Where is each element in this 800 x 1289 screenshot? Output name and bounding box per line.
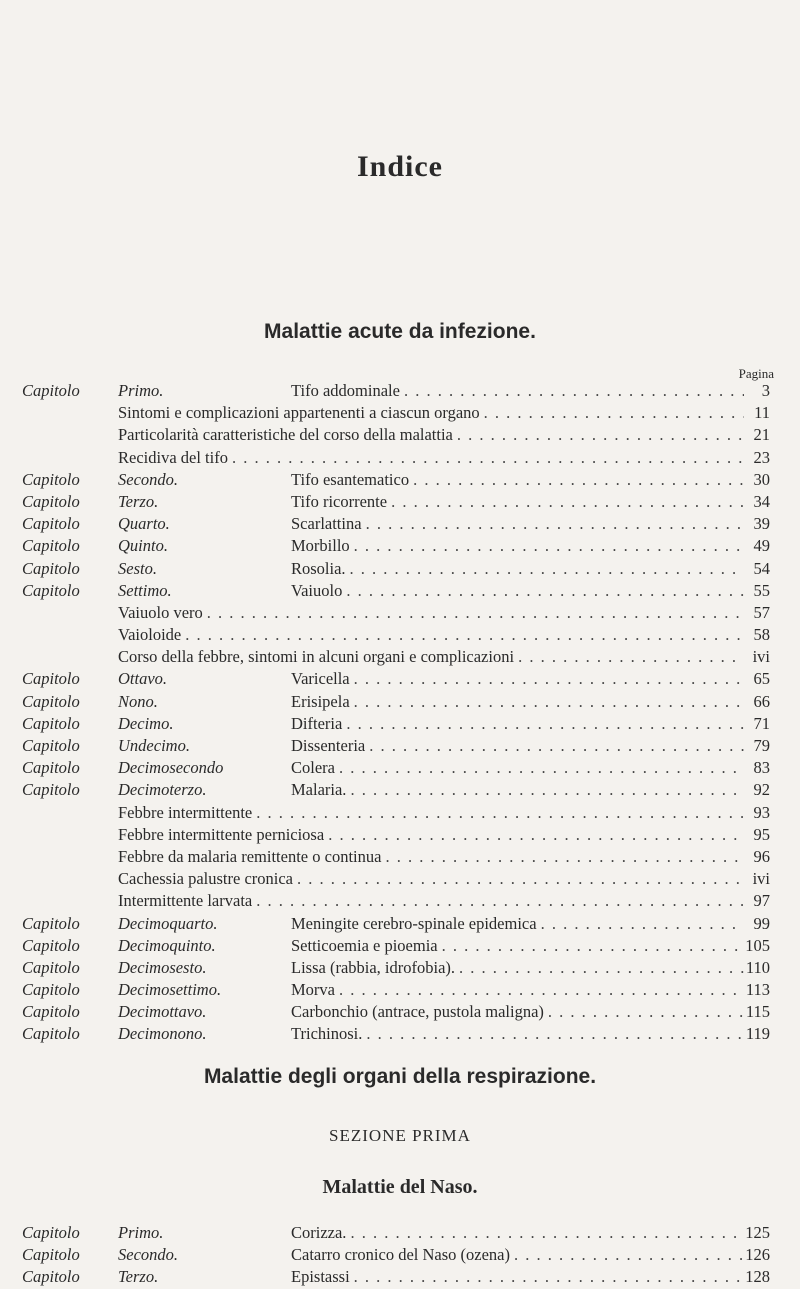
chapter-label: Capitolo [22,491,80,511]
chapter-number: Terzo. [118,1267,159,1287]
chapter-number: Ottavo. [118,669,168,689]
pagina-label: Pagina [738,366,774,381]
chapter-number: Decimoquinto. [118,935,216,955]
toc-entry [118,402,770,424]
toc-entry [118,602,770,624]
dot-leader [350,1222,744,1244]
toc-row [22,469,770,491]
toc-row [22,1222,770,1244]
chapter-number: Decimoquarto. [118,913,218,933]
dot-leader [350,779,744,801]
chapter-label: Capitolo [22,381,80,400]
entry-title: Carbonchio (antrace, pustola maligna) [291,1002,544,1022]
dot-leader [514,1244,744,1266]
toc-entry [291,535,770,557]
toc-entry [291,935,770,957]
toc-row [22,713,770,735]
page-number: 39 [753,514,770,534]
dot-leader [354,1266,744,1288]
dot-leader [366,1023,744,1045]
chapter-number: Quarto. [118,514,170,534]
entry-title: Dissenteria [291,736,366,755]
chapter-label: Capitolo [22,580,80,600]
toc-row [22,868,770,890]
toc-entry [291,735,770,757]
toc-row [22,535,770,557]
page-number: 95 [753,824,770,844]
toc-entry [118,802,770,824]
toc-row [22,890,770,912]
toc-entry [118,868,770,890]
entry-title: Trichinosi. [291,1024,363,1044]
toc-entry [291,1023,770,1045]
toc-entry [291,580,770,602]
toc-row [22,646,770,668]
toc-row [22,580,770,602]
page-number: 54 [753,558,770,578]
entry-title: Lissa (rabbia, idrofobia). [291,957,456,977]
toc-row [22,602,770,624]
chapter-label: Capitolo [22,536,80,556]
toc-row [22,558,770,580]
toc-entry [291,1266,770,1288]
toc-row [22,491,770,513]
toc-entry [291,957,770,979]
entry-title: Difteria [291,713,343,733]
entry-title: Rosolia. [291,558,346,578]
chapter-label: Capitolo [22,691,80,711]
chapter-label: Capitolo [22,913,80,933]
page-number: 105 [745,935,770,955]
toc-row [22,1023,770,1045]
chapter-number: Nono. [118,691,158,711]
page-number: 34 [753,491,770,511]
chapter-number: Decimosesto. [118,957,207,977]
toc-entry [291,757,770,779]
page-number: 128 [745,1267,770,1287]
toc-row [22,757,770,779]
page-number: 3 [761,381,770,400]
page-number: 126 [745,1245,770,1265]
toc-row [22,846,770,868]
entry-title: Erisipela [291,691,350,711]
chapter-label: Capitolo [22,736,80,755]
toc-row [22,802,770,824]
page-number: 119 [745,1024,770,1044]
chapter-number: Decimo. [118,713,174,733]
page-number: 58 [753,625,770,645]
dot-leader [413,469,744,491]
page-number: 65 [753,669,770,689]
page-number: 55 [753,580,770,600]
toc-entry [291,979,770,1001]
chapter-label: Capitolo [22,1223,80,1242]
page-number: 125 [745,1223,770,1242]
toc-entry [291,913,770,935]
chapter-number: Terzo. [118,491,159,511]
entry-title: Morbillo [291,536,350,556]
toc-entry [118,424,770,446]
toc-entry [291,491,770,513]
chapter-label: Capitolo [22,469,80,489]
chapter-number: Sesto. [118,558,157,578]
toc-row [22,824,770,846]
toc-entry [291,558,770,580]
toc-row [22,957,770,979]
page-number: 96 [753,846,770,866]
dot-leader [346,580,744,602]
chapter-number: Secondo. [118,469,179,489]
toc-section-acute [22,380,770,1046]
chapter-label: Capitolo [22,1024,80,1044]
toc-row [22,1266,770,1288]
toc-entry [291,1001,770,1023]
dot-leader [404,380,744,402]
dot-leader [366,513,744,535]
chapter-number: Decimonono. [118,1024,207,1044]
chapter-label: Capitolo [22,558,80,578]
toc-row [22,979,770,1001]
toc-row [22,380,770,402]
entry-title: Intermittente larvata [118,891,253,911]
dot-leader [350,558,744,580]
toc-row [22,1244,770,1266]
chapter-number: Secondo. [118,1245,179,1265]
dot-leader [391,491,744,513]
toc-entry [291,1244,770,1266]
page-number: 71 [753,713,770,733]
chapter-number: Undecimo. [118,736,190,755]
dot-leader [385,846,744,868]
entry-title: Recidiva del tifo [118,447,228,467]
dot-leader [339,757,744,779]
entry-title: Epistassi [291,1267,350,1287]
entry-title: Tifo addominale [291,381,400,400]
toc-row [22,779,770,801]
entry-title: Vaioloide [118,625,182,645]
toc-row [22,402,770,424]
dot-leader [518,646,744,668]
page-number: 110 [745,957,770,977]
toc-entry [118,447,770,469]
dot-leader [256,890,744,912]
page-number: 23 [753,447,770,467]
chapter-label: Capitolo [22,514,80,534]
dot-leader [354,691,744,713]
toc-entry [291,469,770,491]
toc-row [22,913,770,935]
dot-leader [369,735,744,757]
entry-title: Meningite cerebro-spinale epidemica [291,913,537,933]
sezione-prima: SEZIONE PRIMA [329,1126,471,1145]
dot-leader [207,602,744,624]
chapter-number: Primo. [118,1223,164,1242]
toc-entry [291,779,770,801]
page-number: 93 [753,802,770,822]
dot-leader [442,935,744,957]
entry-title: Tifo esantematico [291,469,410,489]
dot-leader [256,802,744,824]
toc-row [22,1001,770,1023]
page-number: 66 [753,691,770,711]
entry-title: Vaiuolo [291,580,343,600]
dot-leader [354,535,744,557]
chapter-label: Capitolo [22,713,80,733]
entry-title: Varicella [291,669,350,689]
toc-entry [291,691,770,713]
chapter-label: Capitolo [22,669,80,689]
toc-row [22,935,770,957]
dot-leader [232,447,744,469]
toc-entry [118,890,770,912]
dot-leader [457,424,744,446]
chapter-number: Decimosecondo [118,758,224,778]
page-number: 21 [753,425,770,445]
toc-section-naso [22,1222,770,1289]
entry-title: Febbre intermittente [118,802,253,822]
toc-entry [118,646,770,668]
toc-entry [118,824,770,846]
chapter-label: Capitolo [22,1267,80,1287]
dot-leader [328,824,744,846]
entry-title: Morva [291,980,335,1000]
section-heading-respiration: Malattie degli organi della respirazione. [203,1065,597,1088]
page-number: 92 [753,780,770,800]
page-number: 11 [754,403,770,423]
page-number: 57 [753,602,770,622]
toc-entry [118,624,770,646]
entry-title: Catarro cronico del Naso (ozena) [291,1245,510,1265]
dot-leader [297,868,744,890]
toc-row [22,668,770,690]
toc-row [22,624,770,646]
dot-leader [541,913,744,935]
chapter-number: Decimottavo. [118,1002,207,1022]
dot-leader [185,624,744,646]
toc-entry [291,513,770,535]
chapter-number: Decimosettimo. [118,980,222,1000]
entry-title: Scarlattina [291,514,362,534]
entry-title: Febbre da malaria remittente o continua [118,846,382,866]
entry-title: Febbre intermittente perniciosa [118,824,325,844]
dot-leader [459,957,744,979]
page-number: 99 [753,913,770,933]
page-number: 49 [753,536,770,556]
toc-row [22,424,770,446]
chapter-label: Capitolo [22,780,80,800]
chapter-label: Capitolo [22,957,80,977]
entry-title: Particolarità caratteristiche del corso della malattia [118,425,453,445]
chapter-number: Settimo. [118,580,172,600]
subsection-naso: Malattie del Naso. [322,1176,478,1198]
dot-leader [548,1001,744,1023]
entry-title: Corizza. [291,1223,347,1242]
toc-entry [291,668,770,690]
chapter-number: Primo. [118,381,164,400]
toc-entry [291,1222,770,1244]
section-heading-acute: Malattie acute da infezione. [264,320,536,343]
toc-row [22,513,770,535]
toc-entry [118,846,770,868]
dot-leader [346,713,744,735]
chapter-number: Quinto. [118,536,168,556]
dot-leader [354,668,744,690]
page-number: 97 [753,891,770,911]
page-number: 115 [745,1002,770,1022]
chapter-label: Capitolo [22,758,80,778]
chapter-label: Capitolo [22,935,80,955]
toc-row [22,447,770,469]
page-number: 30 [753,469,770,489]
toc-row [22,691,770,713]
page-number: 79 [753,736,770,755]
entry-title: Corso della febbre, sintomi in alcuni organi e complicazioni [118,647,515,667]
toc-row [22,735,770,757]
entry-title: Vaiuolo vero [118,602,203,622]
page-number: ivi [752,647,770,667]
entry-title: Tifo ricorrente [291,491,388,511]
page-number: 83 [753,758,770,778]
toc-entry [291,380,770,402]
entry-title: Sintomi e complicazioni appartenenti a ciascun organo [118,403,480,423]
toc-entry [291,713,770,735]
chapter-label: Capitolo [22,1002,80,1022]
chapter-label: Capitolo [22,980,80,1000]
entry-title: Colera [291,758,335,778]
dot-leader [339,979,744,1001]
page-number: ivi [752,869,770,889]
dot-leader [484,402,744,424]
entry-title: Setticoemia e pioemia [291,935,438,955]
chapter-number: Decimoterzo. [118,780,207,800]
page-title: Indice [356,150,443,183]
page-number: 113 [745,980,770,1000]
entry-title: Malaria. [291,780,347,800]
chapter-label: Capitolo [22,1245,80,1265]
entry-title: Cachessia palustre cronica [118,869,294,889]
